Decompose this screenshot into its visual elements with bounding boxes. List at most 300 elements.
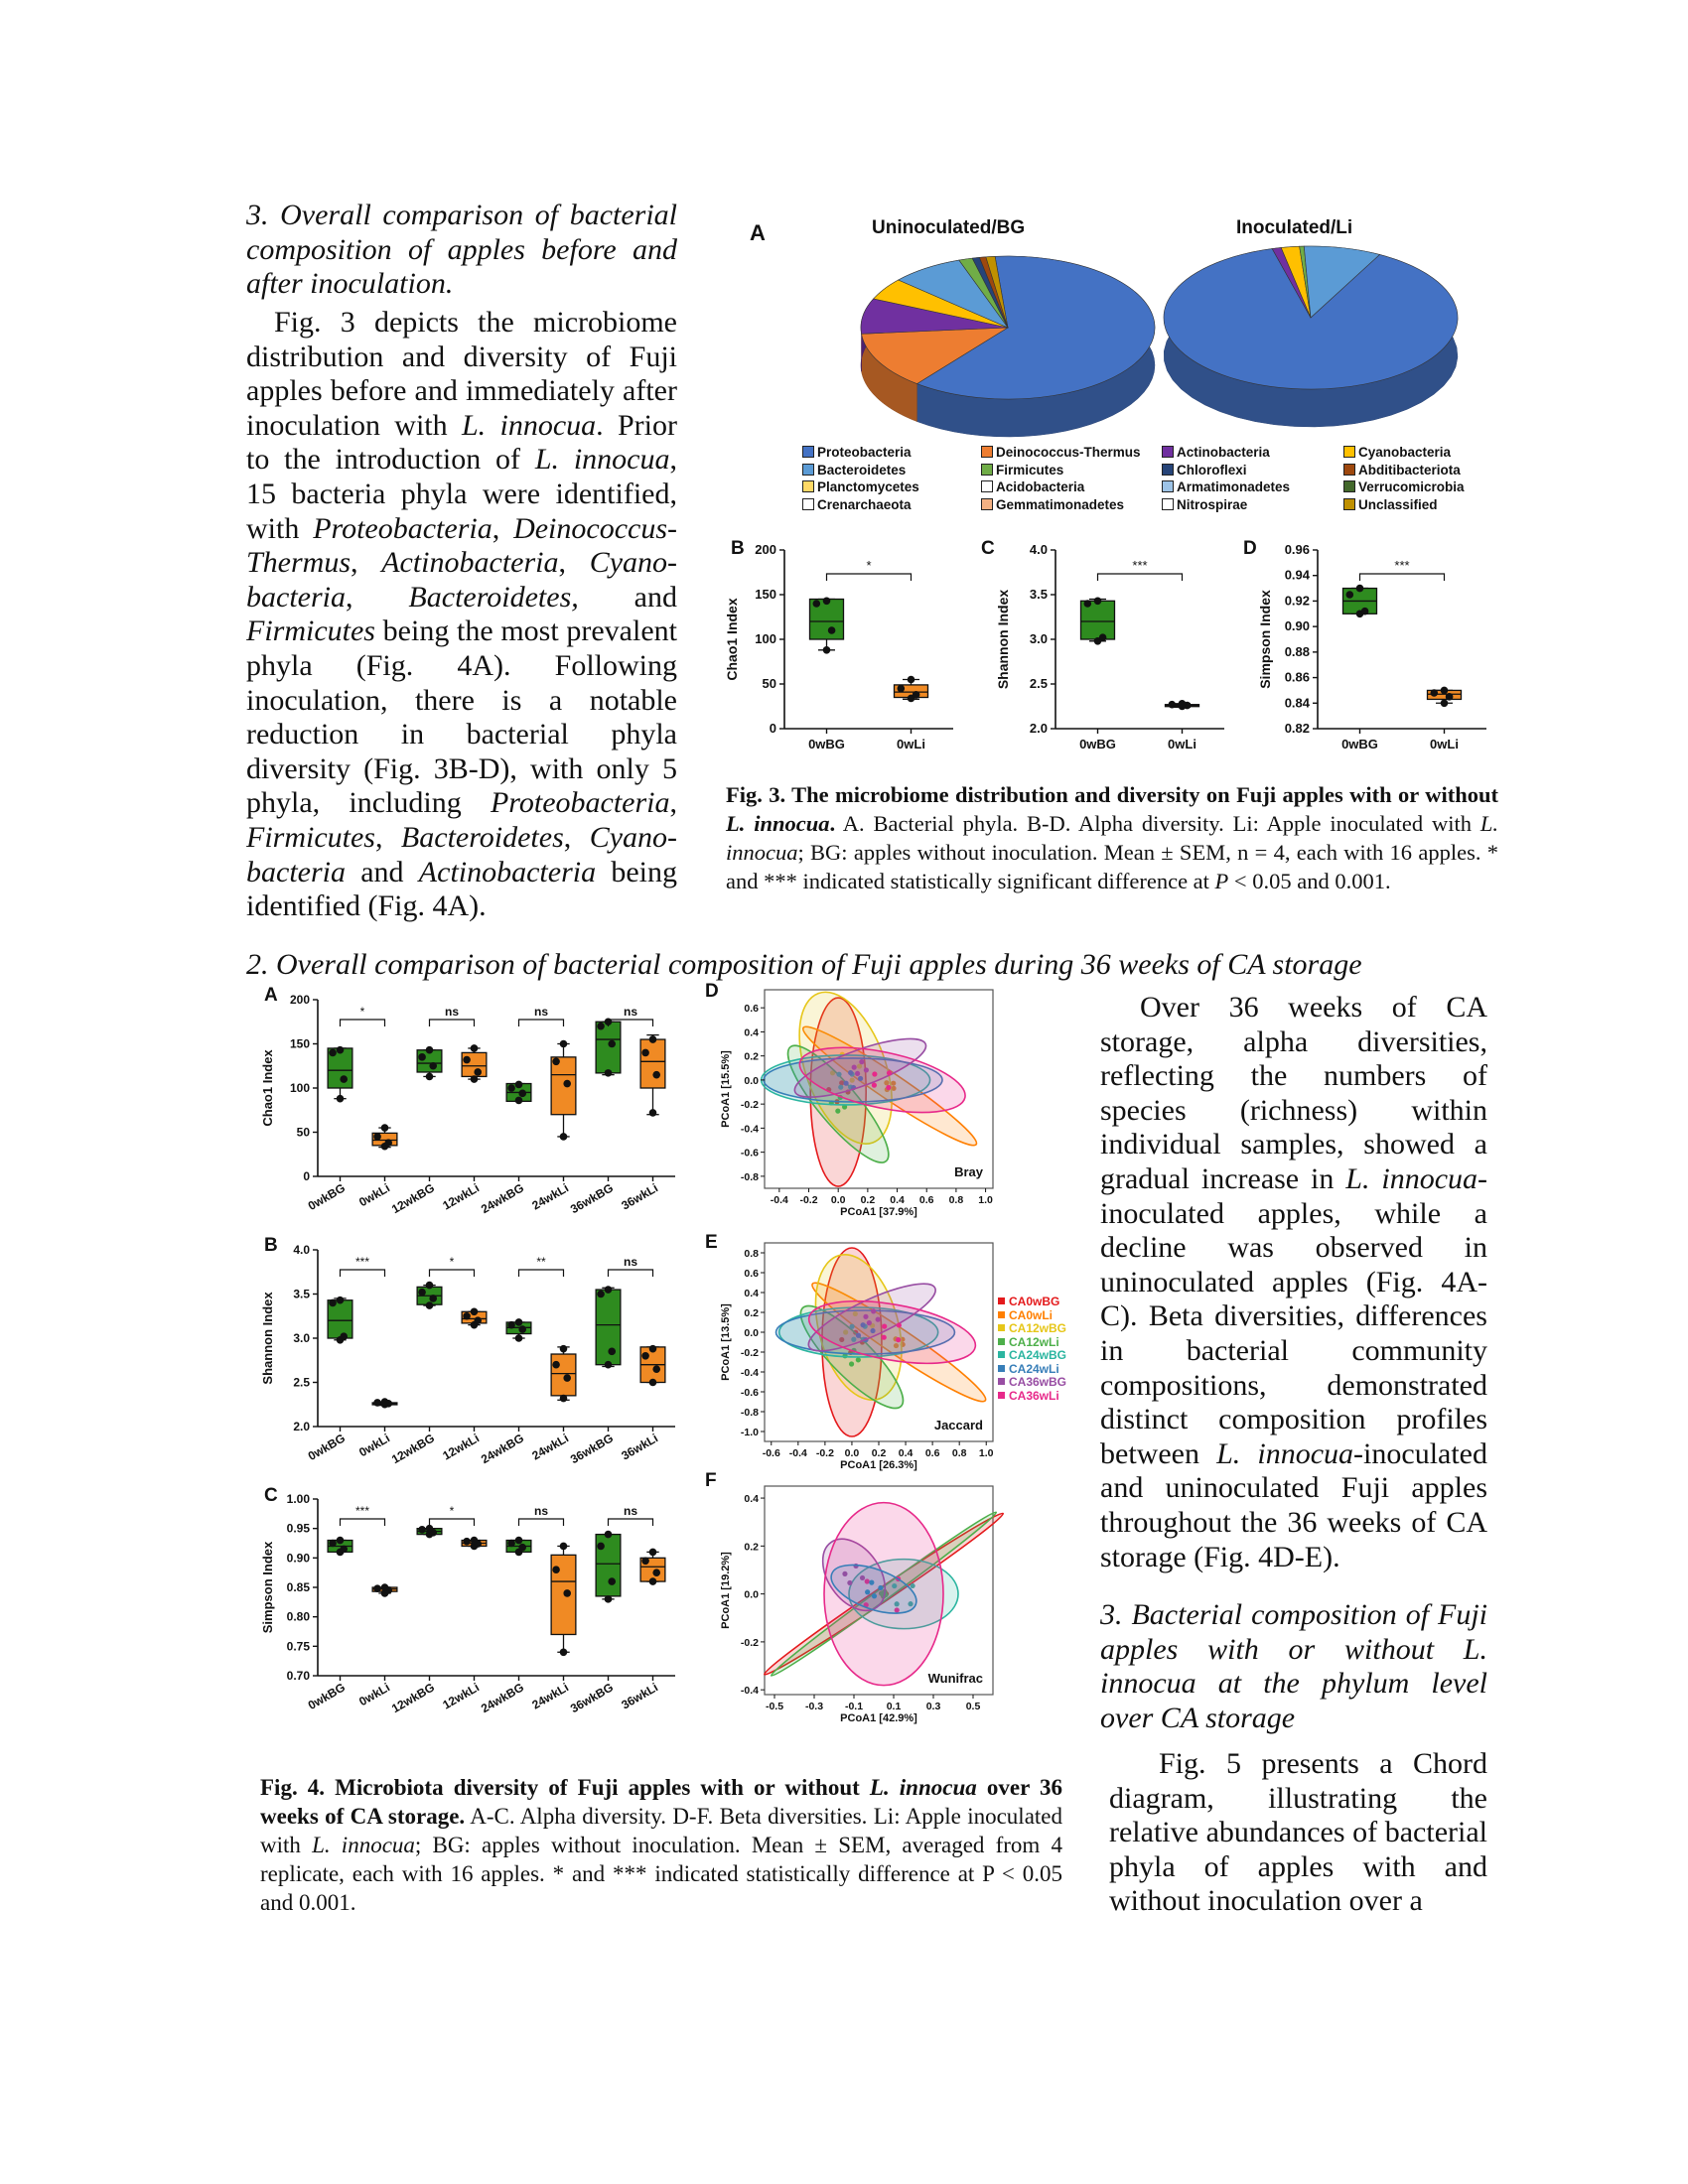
x-tick-label: 12wkBG (388, 1680, 437, 1716)
x-tick-label: -0.3 (804, 1701, 824, 1712)
data-point (373, 1584, 381, 1592)
x-tick-label: 0wkBG (305, 1680, 348, 1712)
legend-swatch (1343, 498, 1355, 510)
paragraph-run: Actinobacteria (381, 546, 559, 580)
legend-label: CA0wLi (1009, 1307, 1054, 1322)
data-point (1084, 600, 1092, 608)
caption-run: A-C. Alpha diversity. D-F. Beta diversities. Li: Apple inoculated with (260, 1804, 1063, 1857)
pie-chart (861, 256, 1155, 437)
significance-label: *** (354, 1255, 370, 1269)
x-tick-label: -0.4 (788, 1447, 807, 1459)
paragraph-run: L. innocua (534, 443, 670, 477)
legend-swatch (998, 1297, 1005, 1304)
y-tick-label: 3.0 (1029, 631, 1048, 646)
legend-label: Crenarchaeota (817, 496, 912, 512)
legend-swatch (1162, 498, 1174, 510)
data-point (552, 1566, 560, 1573)
x-tick-label: 0.0 (830, 1194, 846, 1206)
data-point (1346, 591, 1354, 599)
data-point (1356, 585, 1364, 593)
legend-item (802, 444, 912, 462)
method-label: Jaccard (933, 1418, 983, 1433)
y-tick-label: 0.6 (744, 1268, 759, 1280)
legend-label: Chloroflexi (1177, 462, 1247, 478)
y-tick-label: 0.80 (286, 1609, 310, 1624)
x-tick-label: 0.6 (924, 1447, 940, 1459)
legend-label: Bacteroidetes (817, 462, 907, 478)
significance-bracket (1098, 574, 1183, 581)
x-tick-label: -0.1 (844, 1701, 864, 1712)
significance-bracket (430, 1020, 475, 1026)
y-tick-label: 0.2 (744, 1307, 759, 1319)
data-point (1441, 687, 1449, 695)
legend-swatch (802, 464, 814, 476)
pcoa-F (705, 1470, 1007, 1724)
data-point (381, 1398, 389, 1406)
significance-label: ns (533, 1504, 549, 1518)
legend-label: Armatimonadetes (1177, 479, 1291, 494)
data-point (1094, 598, 1102, 606)
data-point (908, 676, 915, 684)
x-tick-label: 0wLi (1430, 737, 1459, 751)
significance-bracket (519, 1020, 564, 1026)
data-point (560, 1345, 568, 1353)
y-tick-label: 4.0 (293, 1243, 310, 1257)
significance-label: *** (1132, 558, 1148, 573)
legend-item (1343, 496, 1438, 514)
legend-swatch (981, 464, 993, 476)
sample-point (872, 1083, 877, 1088)
x-tick-label: 12wkLi (440, 1431, 482, 1463)
box (596, 1290, 621, 1365)
significance-label: ** (536, 1255, 546, 1269)
legend-item (981, 496, 1124, 514)
legend-swatch (998, 1392, 1005, 1399)
sample-point (878, 1585, 883, 1590)
legend-swatch (981, 480, 993, 492)
boxplot-A (260, 985, 675, 1216)
fig3-alpha-diversity-plots (725, 536, 1499, 774)
y-tick-label: 0.88 (1284, 643, 1310, 659)
significance-bracket (341, 1020, 385, 1026)
data-point (641, 1049, 649, 1057)
legend-label: Planctomycetes (817, 479, 919, 494)
data-point (552, 1058, 560, 1066)
paragraph-run: , (492, 511, 514, 545)
y-tick-label: 0.0 (744, 1588, 759, 1601)
data-point (426, 1282, 434, 1290)
y-axis-label: PCoA1 [19.2%] (720, 1552, 732, 1629)
legend-label: Cyanobacteria (1358, 445, 1452, 460)
fig3-pie-charts (794, 238, 1509, 447)
data-point (507, 1540, 515, 1548)
caption-run: Fig. 4. Microbiota diversity of Fuji apples with or without (260, 1775, 870, 1800)
x-tick-label: 36wkBG (567, 1180, 616, 1217)
y-tick-label: 0.2 (744, 1050, 759, 1063)
legend-label: Nitrospirae (1177, 496, 1248, 512)
paragraph-run: Cyano-bacteria (246, 820, 678, 888)
paragraph-run: , (374, 820, 401, 854)
y-axis-label: PCoA1 [13.5%] (720, 1303, 732, 1381)
data-point (608, 1040, 616, 1048)
section-3-paragraph (246, 306, 677, 924)
data-point (463, 1312, 471, 1320)
x-axis-label: PCoA1 [42.9%] (840, 1712, 917, 1724)
sample-point (896, 1337, 901, 1342)
boxplot-D (1243, 538, 1486, 751)
y-axis-label: PCoA1 [15.5%] (720, 1050, 732, 1128)
box (551, 1354, 576, 1396)
caption-run: A. Bacterial phyla. B-D. Alpha diversity. Li: Apple inoculated with (835, 811, 1480, 836)
data-point (471, 1075, 479, 1083)
y-tick-label: 0.6 (744, 1003, 759, 1016)
x-tick-label: 24wkBG (478, 1680, 526, 1716)
panel-letter: A (264, 985, 278, 1006)
data-point (563, 1374, 571, 1382)
section-2-heading: 2. Overall comparison of bacterial composition of Fuji apples during 36 weeks of CA storage (246, 948, 1362, 981)
legend-swatch (1162, 464, 1174, 476)
y-tick-label: 100 (755, 631, 776, 646)
data-point (560, 1395, 568, 1403)
data-point (597, 1023, 605, 1030)
sample-point (882, 1335, 887, 1340)
legend-label: Firmicutes (996, 462, 1064, 478)
legend-item (1343, 462, 1461, 479)
legend-item (981, 444, 1141, 462)
y-tick-label: 100 (289, 1081, 310, 1095)
fig4-caption (260, 1773, 1062, 1917)
significance-label: ns (623, 1504, 638, 1518)
y-tick-label: 0.90 (286, 1551, 310, 1566)
paragraph-run: , 15 bacteria phyla were identified, with (246, 443, 678, 545)
legend-label: Verrucomicrobia (1358, 479, 1465, 494)
significance-bracket (430, 1270, 475, 1277)
data-point (515, 1081, 523, 1089)
panel-letter: D (705, 981, 719, 1002)
right-paragraph-1 (1100, 991, 1487, 1574)
data-point (515, 1334, 523, 1342)
significance-label: ns (623, 1005, 638, 1019)
x-tick-label: 0.8 (951, 1447, 967, 1459)
data-point (518, 1090, 526, 1098)
legend-swatch (802, 480, 814, 492)
data-point (563, 1589, 571, 1597)
paragraph-run: -inoculated and uninoculated Fuji apples throughout the 36 weeks of CA storage (Fig. 4D-E). (1100, 1436, 1487, 1573)
data-point (597, 1543, 605, 1551)
significance-label: *** (354, 1504, 370, 1518)
significance-bracket (341, 1519, 385, 1526)
y-tick-label: 3.5 (293, 1287, 310, 1301)
y-axis-label: Chao1 Index (260, 1049, 275, 1127)
significance-bracket (519, 1519, 564, 1526)
legend-swatch (1343, 446, 1355, 458)
x-tick-label: 24wkLi (529, 1180, 571, 1213)
y-tick-label: -0.8 (740, 1407, 759, 1419)
significance-label: ns (444, 1005, 460, 1019)
data-point (337, 1046, 345, 1054)
paragraph-run: , (558, 546, 590, 580)
pcoa-E (705, 1232, 994, 1471)
significance-bracket (609, 1519, 653, 1526)
data-point (1446, 693, 1454, 701)
legend-label: CA0wBG (1009, 1295, 1060, 1308)
data-point (471, 1044, 479, 1052)
legend-swatch (998, 1351, 1005, 1358)
data-point (1169, 701, 1177, 709)
legend-label: Deinococcus-Thermus (996, 445, 1141, 460)
caption-run: ; BG: apples without inoculation. Mean ± SEM, averaged from 4 replicate, each with 16 apples. * and *** indicated statistically difference at P < 0.05 and 0.001. (260, 1833, 1062, 1915)
pcoa-D (705, 980, 993, 1218)
legend-item (802, 478, 919, 496)
y-tick-label: 0.70 (286, 1669, 310, 1683)
paragraph-run: Over 36 weeks of CA storage, alpha diversities, reflecting the numbers of species (richness) within individual samples, showed a gradual increase in (1100, 991, 1487, 1195)
y-tick-label: 3.0 (293, 1331, 310, 1345)
paragraph-run: being identified (Fig. 4A). (246, 855, 677, 923)
x-tick-label: 0.5 (965, 1701, 981, 1712)
data-point (649, 1549, 657, 1557)
significance-label: ns (623, 1255, 638, 1269)
x-tick-label: 0wkLi (356, 1180, 392, 1210)
y-tick-label: 2.0 (1029, 721, 1048, 736)
fig3-panel-a-letter: A (750, 220, 766, 245)
sample-point (849, 1361, 854, 1366)
sample-point (887, 1070, 892, 1075)
boxplot-C (981, 538, 1224, 751)
legend-label: Proteobacteria (817, 445, 912, 460)
x-tick-label: 12wkBG (388, 1180, 437, 1217)
x-tick-label: 0wkBG (305, 1431, 348, 1463)
data-point (384, 1139, 392, 1147)
paragraph-run: Deinococcus-Thermus (246, 511, 677, 580)
legend-swatch (981, 498, 993, 510)
x-tick-label: -0.4 (770, 1194, 788, 1206)
y-axis-label: Shannon Index (260, 1292, 275, 1385)
y-tick-label: 0.85 (286, 1580, 310, 1594)
paragraph-run: Actinobacteria (418, 855, 597, 888)
sample-point (872, 1071, 877, 1076)
y-tick-label: -0.2 (740, 1636, 759, 1649)
data-point (507, 1084, 515, 1092)
data-point (605, 1286, 613, 1294)
sample-point (856, 1357, 861, 1362)
legend-item (998, 1322, 1066, 1336)
caption-run: ; BG: apples without inoculation. Mean ± SEM, n = 4, each with 16 apples. * and *** indicated statistically significant difference at (726, 840, 1498, 893)
data-point (1099, 633, 1107, 641)
data-point (373, 1133, 381, 1141)
paragraph-run: Firmicutes (246, 614, 375, 648)
y-tick-label: 0.96 (1284, 542, 1310, 557)
legend-label: Actinobacteria (1177, 445, 1270, 460)
y-tick-label: 2.5 (1029, 676, 1048, 691)
data-point (373, 1399, 381, 1407)
legend-swatch (998, 1365, 1005, 1372)
y-tick-label: 0.4 (744, 1288, 759, 1299)
y-tick-label: 150 (289, 1036, 310, 1051)
legend-item (998, 1309, 1066, 1323)
legend-label: Unclassified (1358, 496, 1438, 512)
significance-bracket (1360, 574, 1445, 581)
data-point (426, 1525, 434, 1533)
legend-item (998, 1363, 1066, 1377)
data-point (641, 1352, 649, 1360)
x-tick-label: 0.0 (844, 1447, 860, 1459)
paragraph-run: and (578, 580, 677, 614)
y-tick-label: 4.0 (1029, 542, 1048, 557)
legend-item (802, 462, 906, 479)
legend-swatch (1162, 446, 1174, 458)
sample-point (886, 1085, 891, 1090)
fig4-alpha-diversity-plots (256, 985, 713, 1739)
data-point (515, 1097, 523, 1105)
legend-swatch (1162, 480, 1174, 492)
data-point (463, 1056, 471, 1064)
legend-item (1343, 478, 1465, 496)
y-tick-label: 0.90 (1284, 618, 1310, 634)
data-point (515, 1318, 523, 1326)
significance-label: * (449, 1255, 455, 1269)
legend-item (981, 478, 1084, 496)
y-tick-label: -0.6 (740, 1387, 759, 1399)
data-point (1179, 700, 1187, 708)
y-tick-label: 0.94 (1284, 567, 1310, 583)
legend-item (998, 1296, 1066, 1309)
x-tick-label: 36wkBG (567, 1680, 616, 1716)
significance-label: * (359, 1005, 365, 1019)
data-point (649, 1109, 657, 1117)
legend-label: CA12wBG (1009, 1321, 1067, 1335)
paragraph-run: Firmicutes (246, 820, 375, 854)
panel-letter: E (705, 1232, 718, 1253)
y-tick-label: 0.86 (1284, 669, 1310, 685)
data-point (649, 1345, 657, 1353)
data-point (898, 685, 906, 693)
panel-letter: F (705, 1470, 717, 1491)
y-tick-label: 0.75 (286, 1639, 310, 1654)
legend-label: CA36wBG (1009, 1375, 1067, 1389)
x-tick-label: 36wkLi (619, 1431, 660, 1463)
data-point (418, 1526, 426, 1534)
y-axis-label: Chao1 Index (724, 598, 740, 681)
data-point (340, 1075, 348, 1083)
pie1-title: Uninoculated/BG (872, 217, 1026, 238)
significance-label: * (866, 558, 872, 573)
y-tick-label: -0.4 (740, 1367, 759, 1379)
y-tick-label: 3.5 (1029, 587, 1048, 602)
data-point (337, 1537, 345, 1545)
data-point (426, 1073, 434, 1081)
x-tick-label: 36wkLi (619, 1680, 660, 1712)
y-tick-label: -0.6 (740, 1147, 759, 1160)
data-point (823, 646, 831, 654)
y-tick-label: 200 (755, 542, 776, 557)
y-axis-label: Simpson Index (260, 1541, 275, 1634)
y-tick-label: -1.0 (740, 1427, 759, 1438)
data-point (518, 1325, 526, 1333)
data-point (649, 1577, 657, 1585)
x-tick-label: 36wkLi (619, 1180, 660, 1213)
x-tick-label: 12wkLi (440, 1180, 482, 1213)
panel-letter: B (264, 1235, 278, 1256)
legend-label: CA36wLi (1009, 1388, 1059, 1403)
significance-bracket (827, 574, 912, 581)
caption-run: < 0.05 and 0.001. (1228, 869, 1391, 893)
y-tick-label: 2.5 (293, 1375, 310, 1390)
data-point (337, 1297, 345, 1304)
y-tick-label: -0.4 (740, 1123, 759, 1136)
data-point (560, 1133, 568, 1141)
y-tick-label: 0.84 (1284, 695, 1310, 711)
legend-item (802, 496, 912, 514)
legend-swatch (998, 1338, 1005, 1345)
fig3-legend (802, 444, 1517, 515)
caption-run: L. innocua (312, 1833, 415, 1857)
x-tick-label: 24wkLi (529, 1431, 571, 1463)
x-tick-label: 0.4 (890, 1194, 905, 1206)
y-tick-label: 0.4 (744, 1026, 759, 1039)
x-tick-label: 0.3 (925, 1701, 941, 1712)
paragraph-run: , (563, 820, 590, 854)
data-point (426, 1046, 434, 1054)
significance-bracket (430, 1519, 475, 1526)
data-point (418, 1289, 426, 1297)
legend-item (998, 1390, 1066, 1404)
x-tick-label: 12wkBG (388, 1431, 437, 1467)
legend-swatch (981, 446, 993, 458)
data-point (813, 600, 821, 608)
data-point (652, 1071, 660, 1079)
data-point (329, 1540, 337, 1548)
fig4-pcoa-legend (998, 1296, 1066, 1403)
x-tick-label: 0.1 (886, 1701, 902, 1712)
legend-item (1162, 462, 1247, 479)
data-point (605, 1069, 613, 1077)
x-tick-label: 0.2 (871, 1447, 887, 1459)
data-point (340, 1546, 348, 1554)
paragraph-run: Proteobacteria (490, 786, 670, 820)
x-axis-label: PCoA1 [26.3%] (840, 1459, 917, 1471)
legend-swatch (802, 446, 814, 458)
y-tick-label: 2.0 (293, 1420, 310, 1433)
box (640, 1039, 665, 1088)
paragraph-run: , (345, 580, 409, 614)
data-point (641, 1558, 649, 1566)
boxplot-C (260, 1485, 675, 1715)
x-axis-label: PCoA1 [37.9%] (840, 1206, 917, 1218)
paragraph-run: Proteobacteria (313, 511, 492, 545)
legend-swatch (1343, 480, 1355, 492)
pie2-title: Inoculated/Li (1236, 217, 1353, 238)
method-label: Bray (954, 1164, 983, 1179)
x-tick-label: 1.0 (978, 1447, 994, 1459)
data-point (471, 1308, 479, 1316)
data-point (1441, 699, 1449, 707)
data-point (518, 1544, 526, 1552)
legend-label: CA24wLi (1009, 1361, 1059, 1376)
y-tick-label: 150 (755, 587, 776, 602)
box (551, 1057, 576, 1115)
x-tick-label: 0wBG (808, 737, 845, 751)
legend-swatch (998, 1378, 1005, 1385)
data-point (515, 1537, 523, 1545)
paragraph-run: Bacteroidetes (400, 820, 564, 854)
x-tick-label: -0.5 (765, 1701, 784, 1712)
data-point (1431, 689, 1439, 697)
y-tick-label: 0.82 (1284, 721, 1310, 736)
data-point (329, 1299, 337, 1307)
y-tick-label: 0.0 (744, 1327, 759, 1339)
legend-swatch (1343, 464, 1355, 476)
y-tick-label: 50 (296, 1125, 310, 1140)
